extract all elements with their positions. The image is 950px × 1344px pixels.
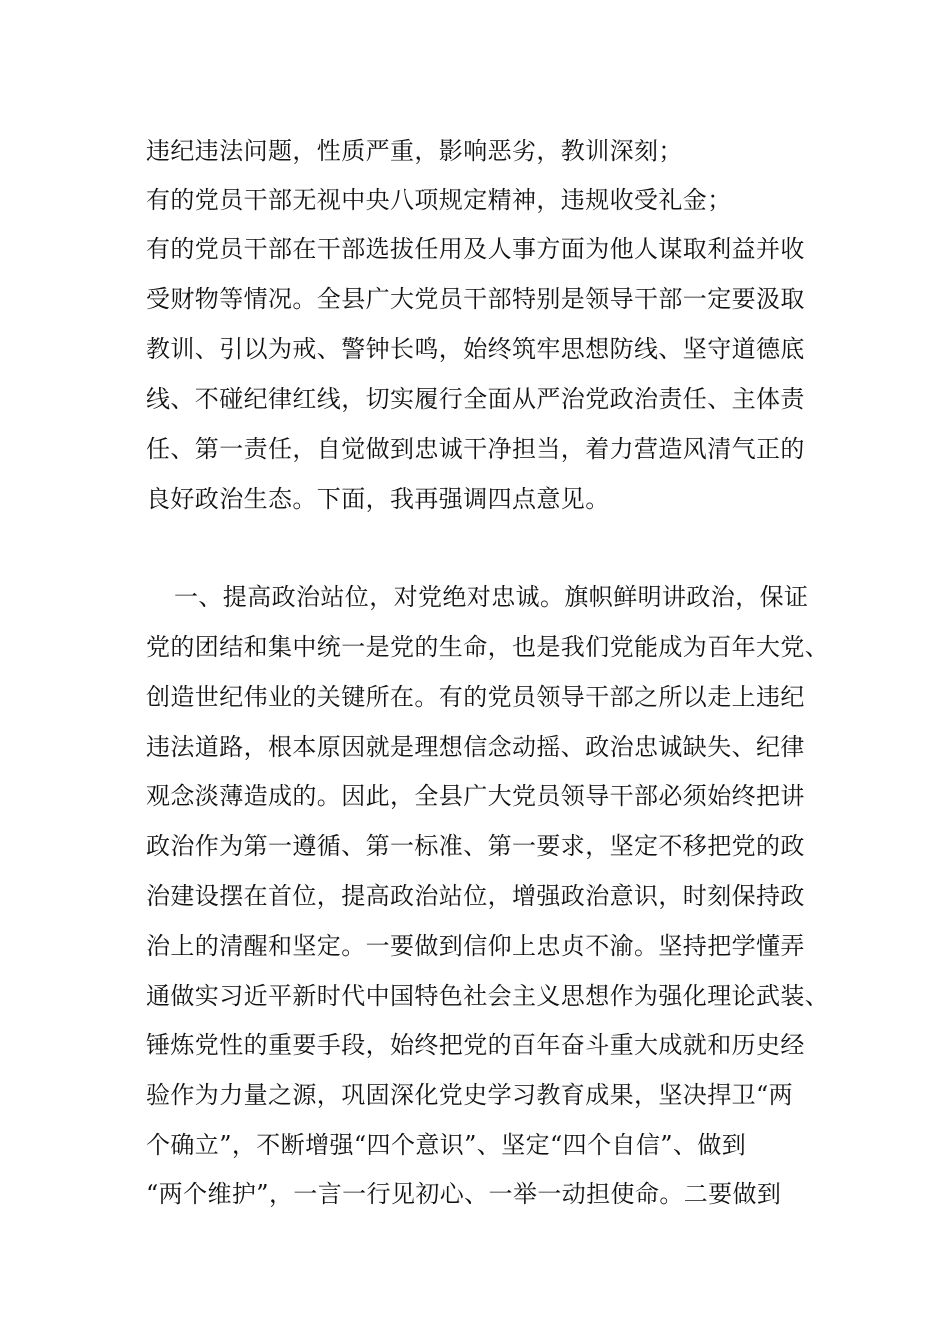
- text-line: 违纪违法问题，性质严重，影响恶劣，教训深刻；: [146, 137, 683, 165]
- text-line: 通做实习近平新时代中国特色社会主义思想作为强化理论武装、: [146, 982, 830, 1010]
- text-line: 良好政治生态。下面，我再强调四点意见。: [146, 485, 610, 513]
- text-line: 有的党员干部无视中央八项规定精神，违规收受礼金；: [146, 186, 732, 214]
- text-line: 个确立”，不断增强“四个意识”、坚定“四个自信”、做到: [146, 1131, 747, 1159]
- text-line: 任、第一责任，自觉做到忠诚干净担当，着力营造风清气正的: [146, 435, 805, 463]
- paragraph-first-line: 一、提高政治站位，对党绝对忠诚。旗帜鲜明讲政治，保证: [174, 583, 809, 611]
- text-line: 治上的清醒和坚定。一要做到信仰上忠贞不渝。坚持把学懂弄: [146, 932, 805, 960]
- text-line: “两个维护”，一言一行见初心、一举一动担使命。二要做到: [146, 1180, 782, 1208]
- text-line: 验作为力量之源，巩固深化党史学习教育成果，坚决捍卫“两: [146, 1081, 794, 1109]
- text-line: 违法道路，根本原因就是理想信念动摇、政治忠诚缺失、纪律: [146, 733, 805, 761]
- text-line: 党的团结和集中统一是党的生命，也是我们党能成为百年大党、: [146, 633, 830, 661]
- text-line: 治建设摆在首位，提高政治站位，增强政治意识，时刻保持政: [146, 882, 805, 910]
- text-line: 有的党员干部在干部选拔任用及人事方面为他人谋取利益并收: [146, 235, 805, 263]
- text-line: 教训、引以为戒、警钟长鸣，始终筑牢思想防线、坚守道德底: [146, 335, 805, 363]
- text-line: 线、不碰纪律红线，切实履行全面从严治党政治责任、主体责: [146, 385, 805, 413]
- text-line: 观念淡薄造成的。因此，全县广大党员领导干部必须始终把讲: [146, 782, 805, 810]
- text-line: 锤炼党性的重要手段，始终把党的百年奋斗重大成就和历史经: [146, 1031, 805, 1059]
- text-line: 受财物等情况。全县广大党员干部特别是领导干部一定要汲取: [146, 285, 805, 313]
- text-line: 政治作为第一遵循、第一标准、第一要求，坚定不移把党的政: [146, 832, 805, 860]
- text-line: 创造世纪伟业的关键所在。有的党员领导干部之所以走上违纪: [146, 683, 805, 711]
